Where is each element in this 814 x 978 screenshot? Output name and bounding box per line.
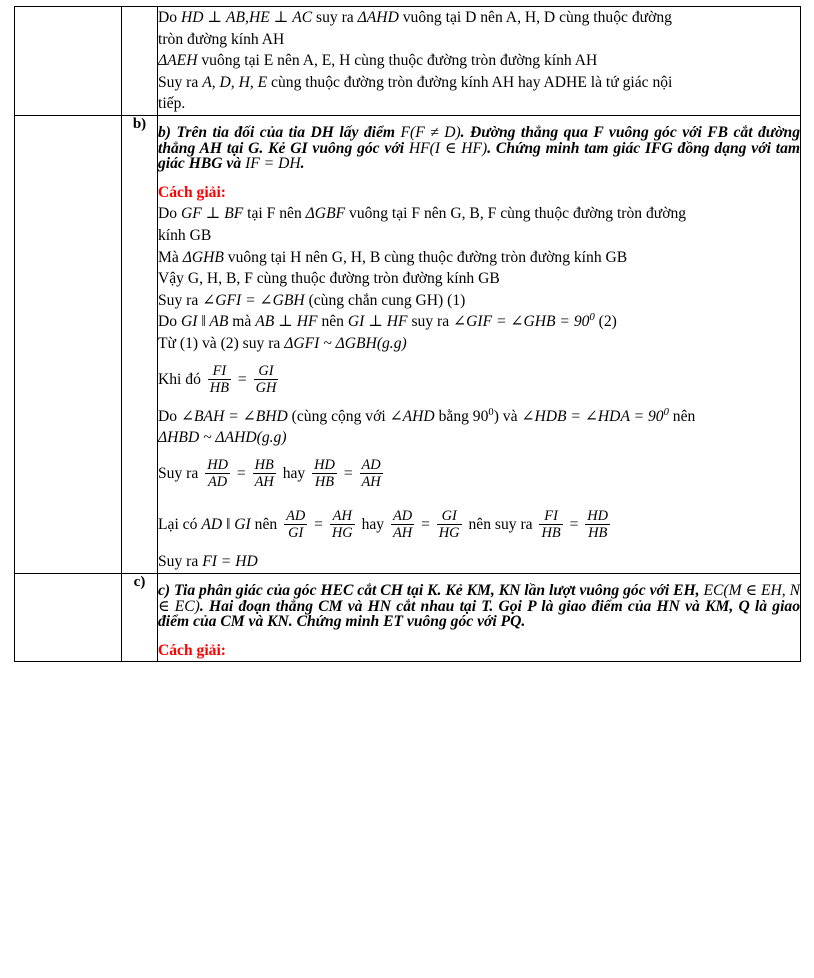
math-triangle-ghb: ΔGHB <box>182 248 224 266</box>
equation-b-3 <box>158 500 800 551</box>
comma-1: , <box>245 9 249 26</box>
eq1-lead: Khi đó <box>158 370 201 388</box>
fraction-numerator: HB <box>254 456 274 473</box>
fraction-denominator: GH <box>255 379 277 396</box>
solution-table <box>14 6 801 662</box>
blank-cell-a <box>15 7 122 116</box>
fraction-denominator: HB <box>312 473 337 490</box>
paragraph-b-line4: Vậy G, H, B, F cùng thuộc đường tròn đường kính GB <box>158 270 500 288</box>
eq3-lead2: nên <box>254 516 278 534</box>
math-fi-eq-hd: FI = HD <box>202 553 258 571</box>
label-cell-b: b) <box>122 115 158 573</box>
fraction-hd-over-ad <box>205 457 230 490</box>
text-a4-pre: Suy ra <box>158 73 203 91</box>
eq3-connector: hay <box>361 516 385 534</box>
eq2-lead: Suy ra <box>158 465 199 483</box>
fraction-denominator: HG <box>331 525 353 542</box>
equation-b-1 <box>158 355 800 406</box>
math-f-ne-d: F(F ≠ D) <box>400 123 461 141</box>
paragraph-a-line4 <box>158 72 800 94</box>
text-b3-pre: Mà <box>158 248 183 266</box>
math-triangle-gbf: ΔGBF <box>305 205 346 223</box>
fraction-gi-over-gh <box>254 363 279 396</box>
math-gi-perp-hf: GI ⊥ HF <box>347 313 408 331</box>
c-prompt-p1: c) Tia phân giác của góc HEC cắt CH tại K. Kẻ KM, KN lần lượt vuông góc với EH, <box>158 582 704 600</box>
math-he: HE <box>248 9 270 26</box>
fraction-gi-over-hg <box>437 508 462 541</box>
math-gg-1: (g.g) <box>376 334 407 352</box>
paragraph-b-line7 <box>158 333 800 355</box>
math-ab-perp-hf: AB ⊥ HF <box>255 313 318 331</box>
blank-cell-c <box>15 574 122 662</box>
solution-heading-b: Cách giải: <box>158 183 227 201</box>
equals-sign-5: = <box>421 516 430 534</box>
math-gg-2: (g.g) <box>256 429 287 447</box>
fraction-numerator: AD <box>286 508 306 525</box>
math-points-adhe: A, D, H, E <box>202 73 268 91</box>
b-prompt-p4: . <box>300 155 305 173</box>
b-prompt-p2: . Đường thẳng qua F vuông góc với FB cắt đường thẳng AH tại G. Kẻ GI vuông góc với <box>158 123 800 157</box>
fraction-denominator: HG <box>438 525 460 542</box>
paragraph-b-line2: kính GB <box>158 226 212 244</box>
math-ac: AC <box>292 9 313 26</box>
math-hd: HD <box>180 9 204 26</box>
solution-heading-c: Cách giải: <box>158 641 227 659</box>
paragraph-b-line3 <box>158 247 800 269</box>
math-similar-hbd-ahd: ΔHBD ~ ΔAHD <box>158 429 257 447</box>
math-angle-gif-ghb-90: ∠GIF = ∠GHB = 90 <box>453 313 590 331</box>
content-cell-b <box>158 115 801 573</box>
perp-symbol-2: ⊥ <box>269 9 293 26</box>
fraction-denominator: AH <box>361 474 381 491</box>
paragraph-b-line6 <box>158 311 800 333</box>
eq2-connector: hay <box>282 465 306 483</box>
text-b6-pre: Do <box>158 313 181 331</box>
table-row-part-a <box>15 7 801 116</box>
equals-sign-3: = <box>343 465 353 483</box>
math-angle-bah-bhd: ∠BAH = ∠BHD <box>180 407 288 425</box>
fraction-numerator: FI <box>544 508 558 525</box>
fraction-numerator: GI <box>441 508 457 525</box>
fraction-fi-over-hb-2 <box>539 508 562 541</box>
b-prompt-p3: . Chứng minh tam giác IFG đồng dạng với tam giác HBG và <box>158 139 800 173</box>
table-row-part-c <box>15 574 801 662</box>
fraction-hb-over-ah <box>253 457 276 490</box>
paragraph-a-line5: tiếp. <box>158 95 186 113</box>
paragraph-b-line1 <box>158 203 800 225</box>
problem-statement-c <box>158 574 800 639</box>
fraction-numerator: AD <box>361 456 381 473</box>
text-b6-a: mà <box>228 313 256 331</box>
math-angle-ahd: ∠AHD <box>389 407 435 425</box>
eq3-lead: Lại có <box>158 516 198 534</box>
fraction-ad-over-ah-2 <box>391 508 414 541</box>
math-angle-gfi-gbh: ∠GFI = ∠GBH <box>202 291 305 309</box>
fraction-denominator: AH <box>254 474 274 491</box>
text-b1-post: vuông tại F nên G, B, F cùng thuộc đường tròn đường <box>345 205 687 223</box>
fraction-numerator: HD <box>587 508 609 525</box>
math-m-in-eh-n-in-ec: EC(M ∈ EH, N ∈ EC) <box>158 582 801 615</box>
eq3-tail: nên suy ra <box>468 516 533 534</box>
perp-symbol-1: ⊥ <box>203 9 226 26</box>
paragraph-a-line2: tròn đường kính AH <box>158 30 285 48</box>
table-row-part-b <box>15 115 801 573</box>
fraction-denominator: AD <box>205 473 230 490</box>
fraction-numerator: HD <box>207 456 228 473</box>
text-b1-mid: tại F nên <box>243 205 306 223</box>
text-a1-post: vuông tại D nên A, H, D cùng thuộc đường <box>398 9 672 26</box>
fraction-numerator: AH <box>332 508 352 525</box>
b-prompt-p1: b) Trên tia đối của tia DH lấy điểm <box>158 123 401 141</box>
fraction-denominator: HB <box>209 379 229 396</box>
text-b5-pre: Suy ra <box>158 291 203 309</box>
blank-cell-b <box>15 115 122 573</box>
fraction-hd-over-hb-2 <box>585 508 610 541</box>
math-ab: AB <box>225 9 246 26</box>
math-angle-hdb-hda-90: ∠HDB = ∠HDA = 90 <box>521 407 664 425</box>
text-b7-pre: Từ (1) và (2) suy ra <box>158 334 285 352</box>
equals-sign-4: = <box>314 516 323 534</box>
text-b8-pre: Do <box>158 407 181 425</box>
text-b6-b: nên <box>317 313 348 331</box>
equation-b-2 <box>158 449 800 500</box>
equals-sign-6: = <box>569 516 579 534</box>
fraction-fi-over-hb <box>208 363 231 396</box>
math-i-in-hf: HF(I ∈ HF) <box>408 139 488 157</box>
text-a1-pre: Do <box>158 9 181 26</box>
paragraph-a-line1 <box>158 7 800 29</box>
text-b8-b: bằng 90 <box>434 407 489 425</box>
paragraph-b-line9 <box>158 427 800 449</box>
math-ad-par-gi: AD ‖ GI <box>201 516 251 534</box>
text-b3-post: vuông tại H nên G, H, B cùng thuộc đường tròn đường kính GB <box>223 248 628 266</box>
fraction-ah-over-hg <box>330 508 355 541</box>
math-triangle-aeh: ΔAEH <box>158 52 198 70</box>
math-triangle-ahd: ΔAHD <box>357 9 399 26</box>
text-b8-c: ) và <box>493 407 522 425</box>
text-b1-pre: Do <box>158 205 181 223</box>
text-a4-post: cùng thuộc đường tròn đường kính AH hay ADHE là tứ giác nội <box>267 73 673 91</box>
fraction-denominator: GI <box>284 524 307 541</box>
paragraph-a-line3 <box>158 50 800 72</box>
fraction-denominator: HB <box>585 524 610 541</box>
c-prompt-p2: . Hai đoạn thẳng CM và HN cắt nhau tại T. Gọi P là giao điểm của HN và KM, Q là giao điểm của CM và KN. Chứng minh ET vuông góc với PQ. <box>158 597 800 631</box>
text-b10-pre: Suy ra <box>158 553 203 571</box>
text-b8-a: (cùng cộng với <box>287 407 390 425</box>
paragraph-b-line5 <box>158 290 800 312</box>
text-b6-c: suy ra <box>407 313 454 331</box>
degree-superscript-1: 0 <box>589 312 595 324</box>
fraction-denominator: AH <box>392 525 413 542</box>
label-cell-c: c) <box>122 574 158 662</box>
text-a3-post: vuông tại E nên A, E, H cùng thuộc đường tròn đường kính AH <box>197 52 598 70</box>
content-cell-c <box>158 574 801 662</box>
math-gf-perp-bf: GF ⊥ BF <box>180 205 244 223</box>
fraction-numerator: HD <box>314 456 335 473</box>
math-similar-gfi-gbh: ΔGFI ~ ΔGBH <box>284 334 377 352</box>
content-cell-a <box>158 7 801 116</box>
paragraph-b-line8 <box>158 406 800 428</box>
text-b6-post: (2) <box>594 313 617 331</box>
paragraph-b-line10 <box>158 551 800 573</box>
problem-statement-b <box>158 116 800 181</box>
label-cell-a <box>122 7 158 116</box>
degree-superscript-2: 0 <box>488 406 494 418</box>
degree-superscript-3: 0 <box>663 406 669 418</box>
fraction-numerator: GI <box>258 362 274 379</box>
math-if-eq-dh: IF = DH <box>245 155 301 173</box>
fraction-denominator: HB <box>541 525 561 542</box>
fraction-ad-over-gi <box>284 508 307 541</box>
equals-sign-1: = <box>237 370 247 388</box>
text-b8-post: nên <box>668 407 696 425</box>
text-a1-mid: suy ra <box>312 9 358 26</box>
fraction-numerator: AD <box>392 508 413 525</box>
fraction-numerator: FI <box>212 362 227 379</box>
text-b5-post: (cùng chắn cung GH) (1) <box>304 291 466 309</box>
math-gi-par-ab: GI ‖ AB <box>180 313 229 331</box>
fraction-ad-over-ah <box>360 457 383 490</box>
equals-sign-2: = <box>236 465 246 483</box>
fraction-hd-over-hb <box>312 457 337 490</box>
